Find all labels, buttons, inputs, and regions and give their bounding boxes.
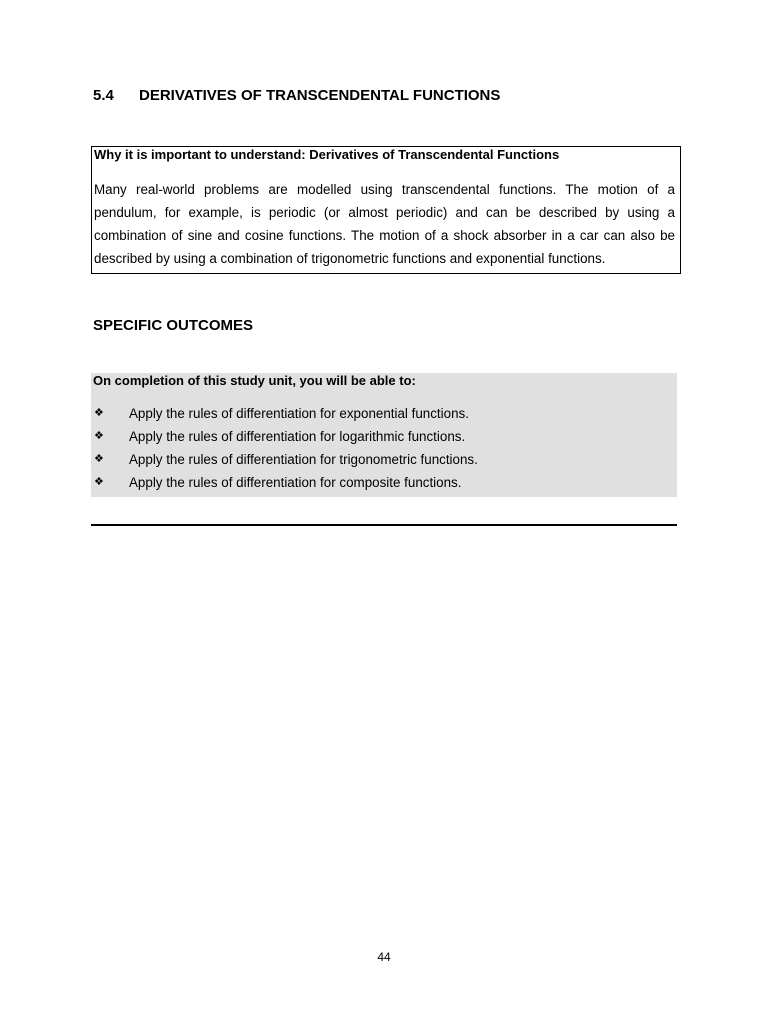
why-important-body: Many real-world problems are modelled using transcendental functions. The motion of a pendulum, for example, is periodic (or almost periodic) and can be described by using a combination of sine and cosine functions. The motion of a shock absorber in a car can also be described by using a combination of trigonometric functions and exponential functions. bbox=[94, 182, 675, 266]
diamond-bullet-icon: ❖ bbox=[94, 476, 104, 488]
diamond-bullet-icon: ❖ bbox=[94, 453, 104, 465]
section-title: DERIVATIVES OF TRANSCENDENTAL FUNCTIONS bbox=[139, 87, 501, 104]
list-item-text: Apply the rules of differentiation for trigonometric functions. bbox=[129, 452, 478, 467]
page-number: 44 bbox=[377, 950, 391, 964]
list-item-text: Apply the rules of differentiation for logarithmic functions. bbox=[129, 429, 466, 444]
section-divider bbox=[91, 524, 677, 526]
outcomes-intro: On completion of this study unit, you will be able to: bbox=[93, 373, 416, 388]
list-item-text: Apply the rules of differentiation for exponential functions. bbox=[129, 406, 469, 421]
section-number: 5.4 bbox=[93, 87, 114, 104]
section-heading bbox=[93, 87, 500, 104]
list-item-text: Apply the rules of differentiation for composite functions. bbox=[129, 475, 462, 490]
why-important-title: Why it is important to understand: Derivatives of Transcendental Functions bbox=[94, 147, 560, 162]
diamond-bullet-icon: ❖ bbox=[94, 407, 104, 419]
specific-outcomes-heading: SPECIFIC OUTCOMES bbox=[93, 317, 254, 334]
outcomes-box bbox=[91, 373, 677, 497]
why-important-box bbox=[91, 146, 681, 274]
diamond-bullet-icon: ❖ bbox=[94, 430, 104, 442]
